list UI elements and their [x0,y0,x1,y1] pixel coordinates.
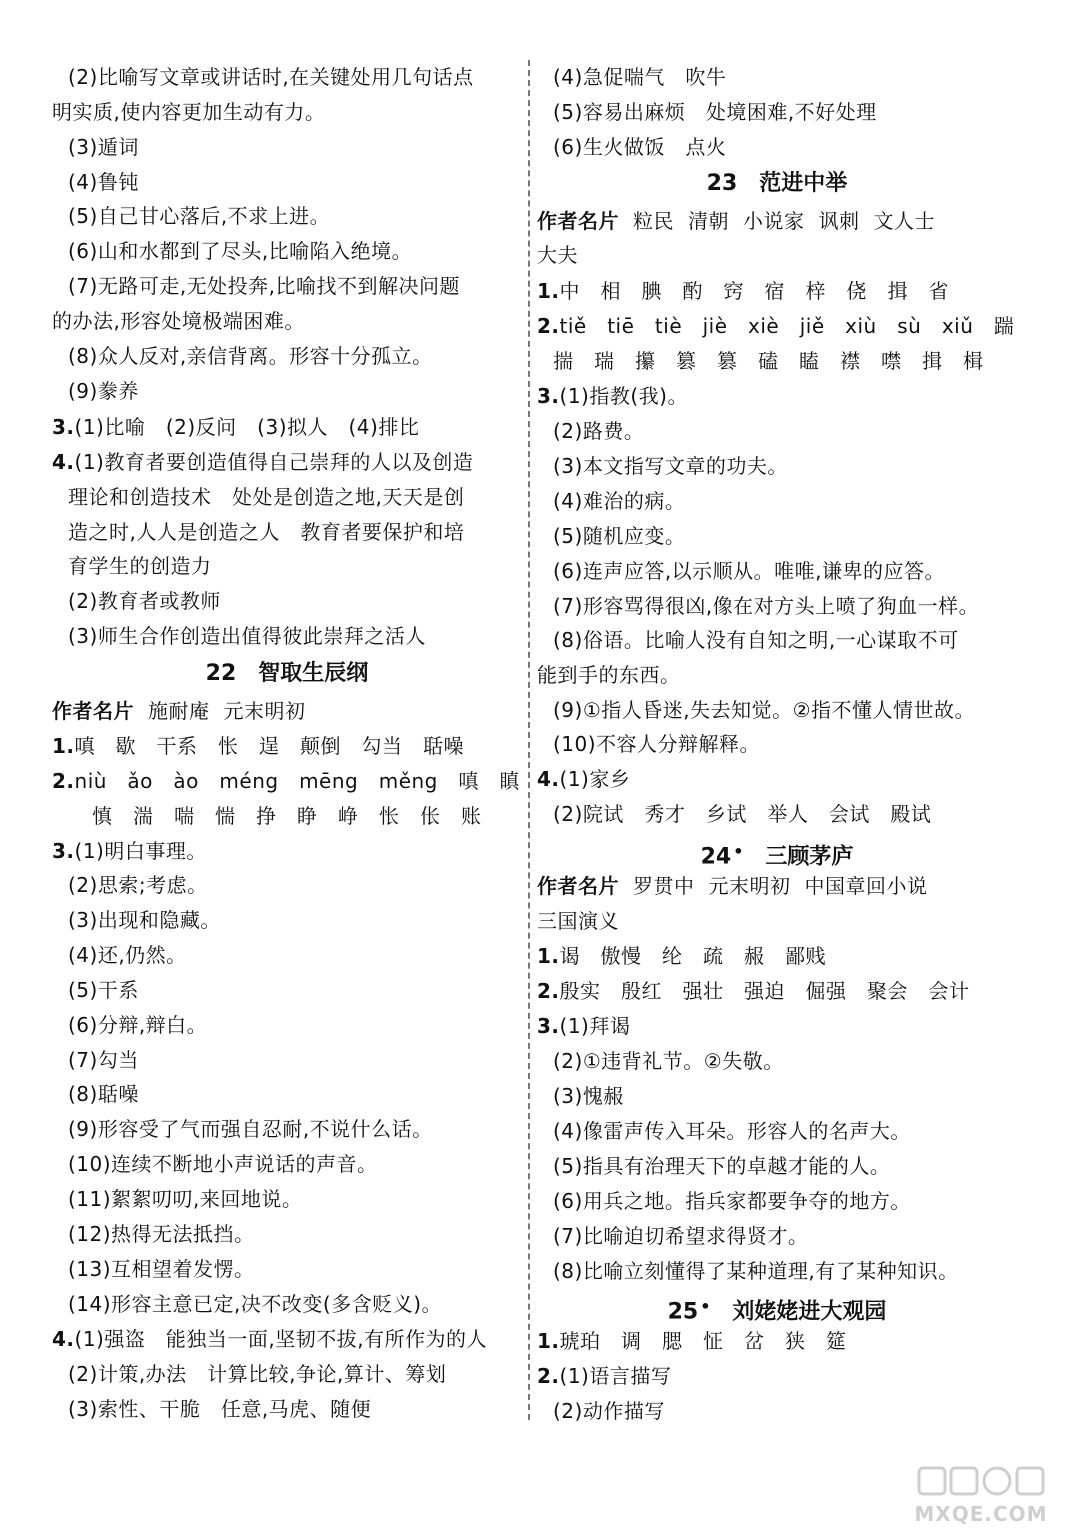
answer-line: (12)热得无法抵挡。 [68,1222,255,1246]
question-number: 3. [52,839,75,863]
answer-line: (8)比喻立刻懂得了某种道理,有了某种知识。 [553,1259,959,1283]
answer-line: (2)比喻写文章或讲话时,在关键处用几句话点 [68,65,474,89]
question-number: 1. [537,1329,560,1353]
answer-line: (3)索性、干脆 任意,马虎、随便 [68,1397,372,1421]
answer-line: 理论和创造技术 处处是创造之地,天天是创 [68,485,465,509]
answer-line: (4)像雷声传入耳朵。形容人的名声大。 [553,1119,911,1143]
question-number: 2. [52,769,75,793]
answer-line: (7)比喻迫切希望求得贤才。 [553,1224,809,1248]
self-study-mark: • [700,1297,711,1316]
answer-text: 琥珀 调 腮 怔 岔 狭 筵 [559,1329,847,1353]
question-1 [537,941,826,971]
author-card [537,871,928,901]
question-1 [52,731,464,761]
question-number: 3. [537,1014,560,1038]
question-1 [537,1326,847,1356]
author-card-label: 作者名片 [537,209,619,233]
answer-line: 慎 湍 喘 惴 挣 睁 峥 怅 伥 账 [92,804,482,828]
lesson-name: 智取生辰纲 [258,661,369,686]
answer-line: (6)分辩,辩白。 [68,1013,208,1037]
answer-line: 明实质,使内容更加生动有力。 [52,100,326,124]
answer-line: 造之时,人人是创造之人 教育者要保护和培 [68,520,465,544]
answer-line: (9)形容受了气而强自忍耐,不说什么话。 [68,1117,433,1141]
author-item: 元末明初 [708,874,791,898]
author-item: 小说家 [743,209,805,233]
lesson-number: 22 [205,661,237,686]
lesson-title-24 [537,834,1017,870]
author-item: 讽刺 [818,209,860,233]
answer-text: (1)强盗 能独当一面,坚韧不拔,有所作为的人 [74,1327,488,1351]
answer-line: 三国演义 [537,909,619,933]
question-4 [537,764,630,794]
question-2 [52,766,520,796]
question-3 [52,836,207,866]
answer-line: (7)形容骂得很凶,像在对方头上喷了狗血一样。 [553,594,980,618]
answer-text: 谒 傲慢 纶 疏 赧 鄙贱 [559,944,827,968]
answer-line: (7)勾当 [68,1048,139,1072]
question-number: 3. [52,415,75,439]
answer-text: niù ǎo ào méng mēng měng 嗔 瞋 [74,769,520,793]
lesson-name: 刘姥姥进大观园 [732,1299,887,1325]
answer-line: (5)容易出麻烦 处境困难,不好处理 [553,100,877,124]
author-item: 文人士 [873,209,935,233]
answer-line: (6)用兵之地。指兵家都要争夺的地方。 [553,1189,911,1213]
question-3 [52,412,419,442]
answer-line: (3)师生合作创造出值得彼此崇拜之活人 [68,624,426,648]
question-number: 1. [537,279,560,303]
author-item: 罗贯中 [633,874,695,898]
answer-line: (2)教育者或教师 [68,589,221,613]
answer-text: 殷实 殷红 强壮 强迫 倔强 聚会 会计 [559,979,970,1003]
answer-line: (6)连声应答,以示顺从。唯唯,谦卑的应答。 [553,559,946,583]
author-item: 中国章回小说 [804,874,928,898]
answer-text: (1)教育者要创造值得自己崇拜的人以及创造 [74,450,474,474]
answer-line: (4)急促喘气 吹牛 [553,65,727,89]
lesson-title-25 [537,1289,1017,1325]
answer-line: (3)本文指写文章的功夫。 [553,454,788,478]
lesson-name: 三顾茅庐 [765,844,854,870]
question-2 [537,311,1014,341]
lesson-number: 23 [706,171,738,196]
answer-line: (14)形容主意已定,决不改变(多含贬义)。 [68,1292,443,1316]
answer-text: (1)语言描写 [559,1364,672,1388]
answer-line: (6)山和水都到了尽头,比喻陷入绝境。 [68,239,413,263]
lesson-title-23 [537,168,1017,200]
answer-line: (6)生火做饭 点火 [553,135,727,159]
column-divider [528,60,530,1420]
watermark-logo-icon [911,1462,1051,1506]
answer-line: (5)自己甘心落后,不求上进。 [68,204,331,228]
question-2 [537,1361,671,1391]
answer-line: (3)遁词 [68,135,139,159]
answer-line: (3)愧赧 [553,1084,624,1108]
lesson-number: 25 [667,1299,699,1325]
question-4 [52,1324,487,1354]
watermark [911,1462,1051,1526]
answer-line: (10)连续不断地小声说话的声音。 [68,1152,378,1176]
answer-line: (2)院试 秀才 乡试 举人 会试 殿试 [553,802,932,826]
question-number: 1. [537,944,560,968]
question-3 [537,381,688,411]
author-item: 清朝 [688,209,729,233]
answer-text: (1)明白事理。 [74,839,207,863]
author-card [537,206,935,236]
answer-line: 揣 瑞 攥 篡 篡 磕 瞌 襟 噤 揖 楫 [553,349,984,373]
question-2 [537,976,970,1006]
answer-line: (2)计策,办法 计算比较,争论,算计、筹划 [68,1362,447,1386]
question-number: 2. [537,1364,560,1388]
answer-line: (9)①指人昏迷,失去知觉。②指不懂人情世故。 [553,698,976,722]
question-number: 4. [537,767,560,791]
answer-line: (5)随机应变。 [553,524,686,548]
lesson-title-22 [52,658,522,690]
answer-line: (2)路费。 [553,419,645,443]
answer-line: (11)絮絮叨叨,来回地说。 [68,1187,303,1211]
question-number: 4. [52,450,75,474]
answer-text: (1)拜谒 [559,1014,631,1038]
author-card [52,696,306,726]
author-item: 粒民 [633,209,674,233]
answer-line: (8)聒噪 [68,1082,139,1106]
answer-text: tiě tiē tiè jiè xiè jiě xiù sù xiǔ 踹 [559,314,1015,338]
author-item: 施耐庵 [148,699,210,723]
answer-line: (2)思索;考虑。 [68,873,208,897]
answer-line: (8)俗语。比喻人没有自知之明,一心谋取不可 [553,628,959,652]
answer-line: 育学生的创造力 [68,554,212,578]
question-1 [537,276,949,306]
question-3 [537,1011,630,1041]
answer-line: (8)众人反对,亲信背离。形容十分孤立。 [68,344,433,368]
question-number: 2. [537,314,560,338]
answer-line: (3)出现和隐藏。 [68,908,221,932]
author-card-label: 作者名片 [52,699,134,723]
answer-line: (2)①违背礼节。②失敬。 [553,1049,784,1073]
question-number: 1. [52,734,75,758]
answer-line: (4)难治的病。 [553,489,686,513]
answer-text: (1)家乡 [559,767,631,791]
answer-text: 嗔 歇 干系 怅 逞 颠倒 勾当 聒噪 [74,734,465,758]
answer-text: 中 相 腆 酌 窍 宿 梓 侥 揖 省 [559,279,950,303]
answer-text: (1)指教(我)。 [559,384,688,408]
answer-line: (7)无路可走,无处投奔,比喻找不到解决问题 [68,274,461,298]
answer-line: 大夫 [537,243,578,267]
question-number: 4. [52,1327,75,1351]
answer-line: (4)鲁钝 [68,170,139,194]
answer-line: (13)互相望着发愣。 [68,1257,255,1281]
answer-text: (1)比喻 (2)反问 (3)拟人 (4)排比 [74,415,420,439]
answer-line: (5)干系 [68,978,139,1002]
lesson-number: 24 [700,844,732,870]
question-number: 2. [537,979,560,1003]
answer-line: (5)指具有治理天下的卓越才能的人。 [553,1154,891,1178]
answer-line: (4)还,仍然。 [68,943,187,967]
answer-line: (10)不容人分辩解释。 [553,732,761,756]
author-card-label: 作者名片 [537,874,619,898]
watermark-text: MXQE.COM [914,1502,1048,1526]
answer-line: (9)豢养 [68,379,139,403]
answer-line: (2)动作描写 [553,1399,665,1423]
answer-line: 能到手的东西。 [537,663,681,687]
question-4 [52,447,473,477]
self-study-mark: • [733,842,744,861]
author-item: 元末明初 [223,699,306,723]
lesson-name: 范进中举 [759,171,848,196]
answer-line: 的办法,形容处境极端困难。 [52,309,305,333]
question-number: 3. [537,384,560,408]
